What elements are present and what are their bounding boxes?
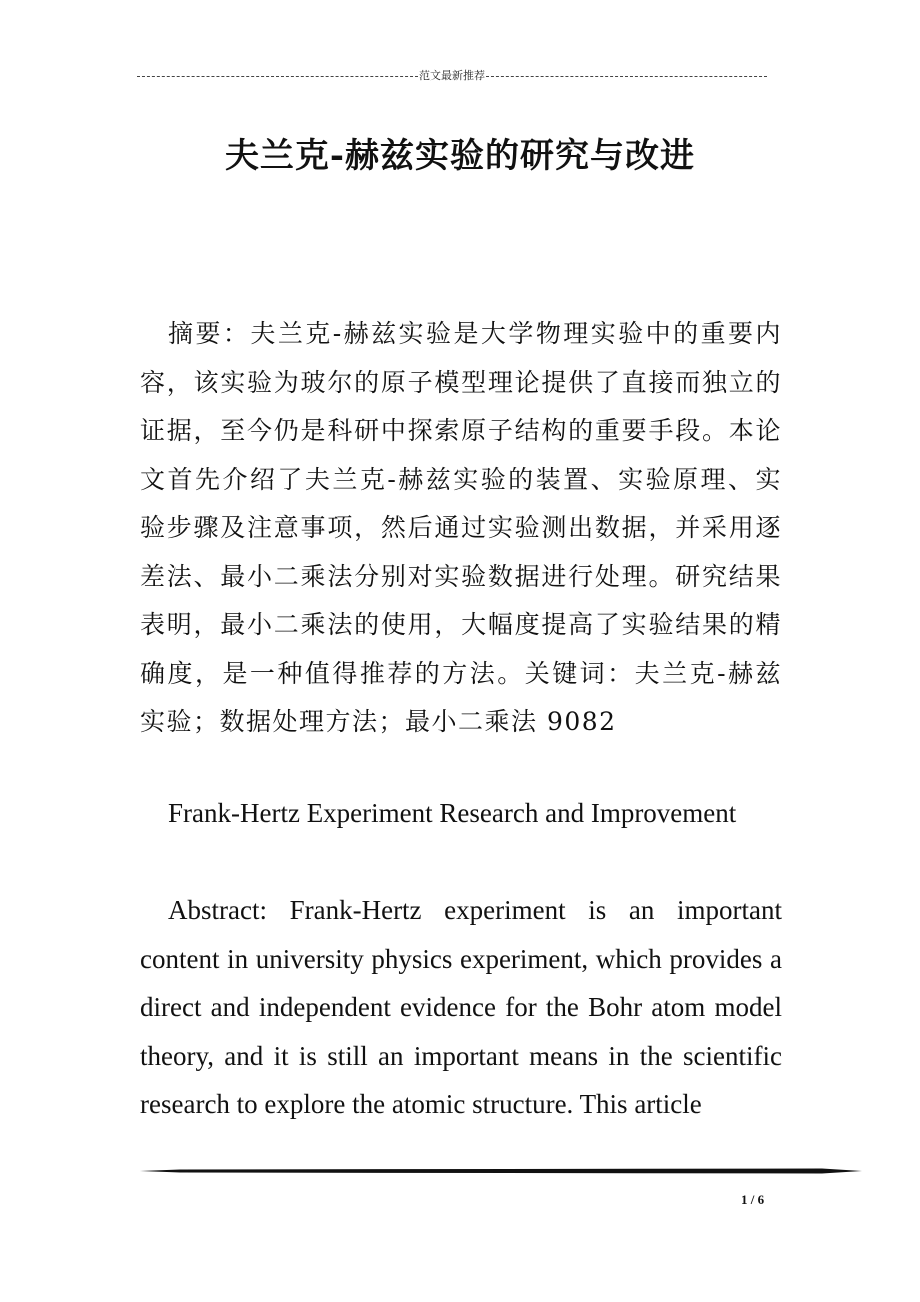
document-title: 夫兰克-赫兹实验的研究与改进	[224, 136, 696, 176]
header-dash-right	[486, 76, 767, 77]
english-title: Frank-Hertz Experiment Research and Improvement	[168, 798, 737, 828]
page-header	[137, 66, 767, 86]
footer-rule	[140, 1168, 862, 1174]
chinese-abstract: 摘要：夫兰克-赫兹实验是大学物理实验中的重要内容，该实验为玻尔的原子模型理论提供了直接而独立的证据，至今仍是科研中探索原子结构的重要手段。本论文首先介绍了夫兰克-赫兹实验的装置、实验原理、实验步骤及注意事项，然后通过实验测出数据，并采用逐差法、最小二乘法分别对实验数据进行处理。研究结果表明，最小二乘法的使用，大幅度提高了实验结果的精确度，是一种值得推荐的方法。关键词：夫兰克-赫兹实验；数据处理方法；最小二乘法 9082	[140, 319, 782, 736]
header-label: 范文最新推荐	[419, 69, 485, 82]
header-dash-left	[137, 76, 418, 77]
page-number: 1 / 6	[741, 1192, 765, 1207]
english-abstract: Abstract: Frank-Hertz experiment is an important content in university physics experiment, which provides a direct and independent evidence for the Bohr atom model theory, and it is still an important means in the scientific research to explore the atomic structure. This article	[140, 895, 782, 1119]
